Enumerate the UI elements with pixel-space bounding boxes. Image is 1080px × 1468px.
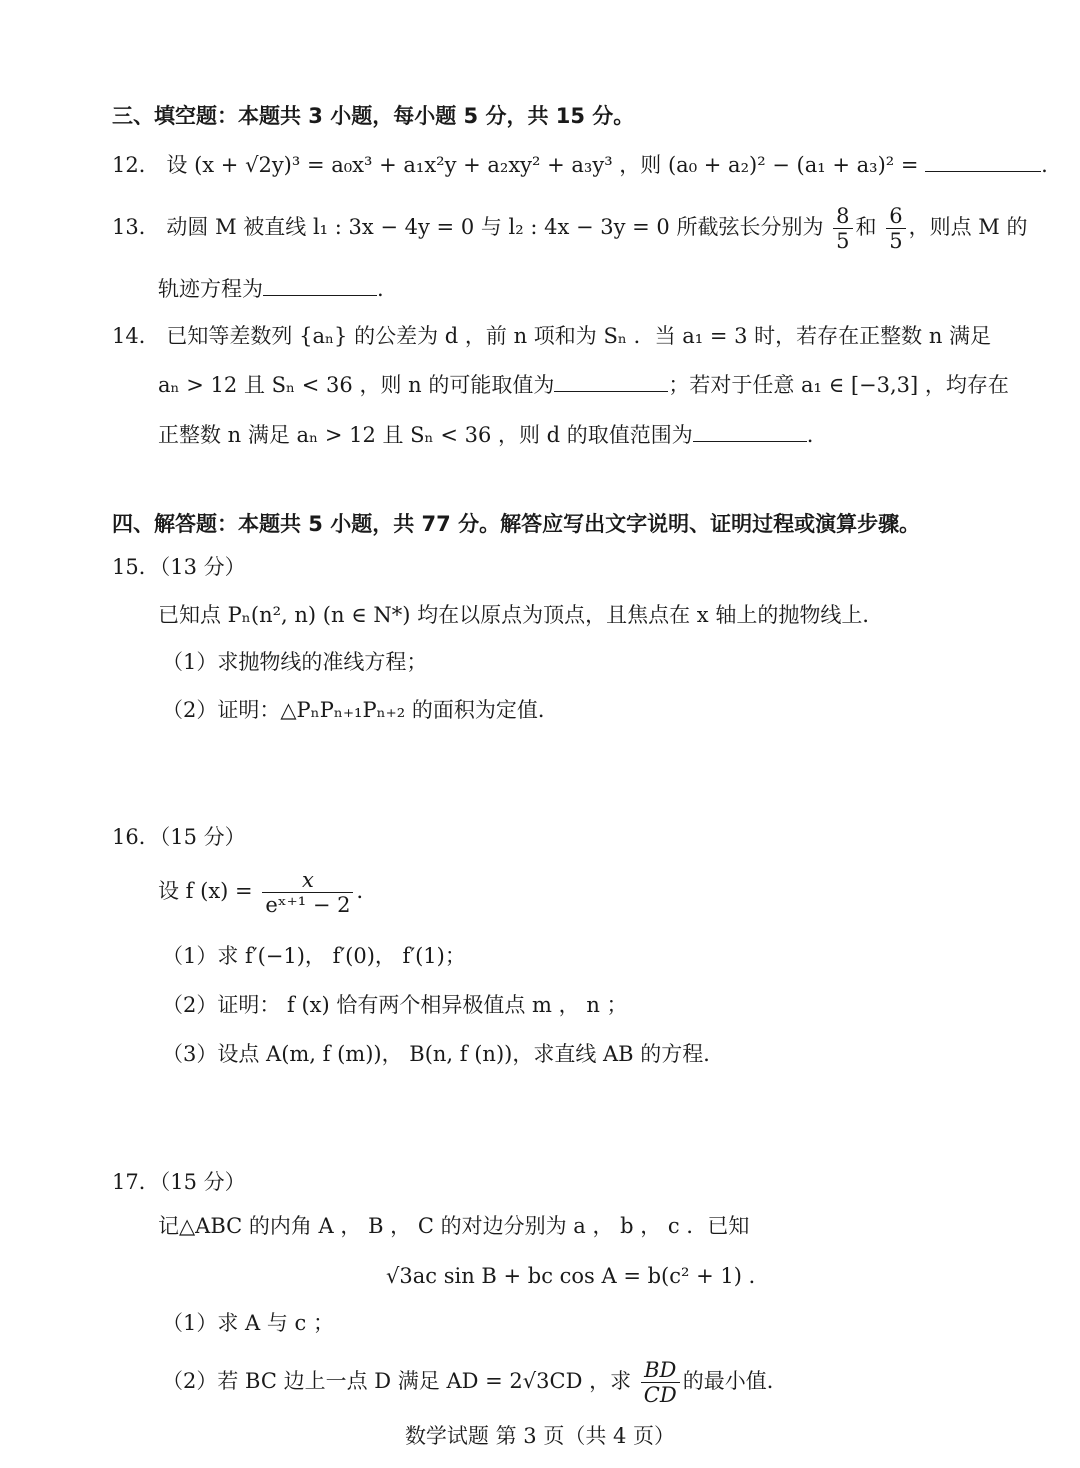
answer-blank <box>263 294 377 296</box>
fraction-numerator: 8 <box>833 204 852 229</box>
question-end: . <box>1041 153 1048 177</box>
fraction-numerator: x <box>262 868 353 893</box>
question-number: 12． <box>112 153 160 177</box>
answer-blank <box>925 170 1041 172</box>
question-text: aₙ > 12 且 Sₙ < 36 ，则 n 的可能取值为 <box>158 373 555 397</box>
question-14-line-3 <box>158 423 813 448</box>
fraction-bd-cd <box>641 1358 680 1407</box>
question-17-part-2 <box>162 1358 788 1407</box>
question-15-part-2: （2）证明：△PₙPₙ₊₁Pₙ₊₂ 的面积为定值． <box>162 698 559 722</box>
question-16-stem <box>158 868 377 917</box>
question-number: 13． <box>112 215 160 240</box>
question-end: . <box>377 277 384 301</box>
fraction-numerator: 6 <box>886 204 905 229</box>
question-17-part-1: （1）求 A 与 c ； <box>162 1311 334 1335</box>
connector-text: 和 <box>855 215 877 240</box>
question-15-stem: 已知点 Pₙ(n², n) (n ∈ N*) 均在以原点为顶点，且焦点在 x 轴上的抛物线上． <box>158 603 884 627</box>
answer-blank <box>693 440 807 442</box>
question-text: 已知等差数列 {aₙ} 的公差为 d ，前 n 项和为 Sₙ ．当 a₁ = 3 时，若存在正整数 n 满足 <box>166 324 992 348</box>
fraction-denominator: 5 <box>889 229 903 254</box>
question-12 <box>112 153 1048 178</box>
question-15-part-1: （1）求抛物线的准线方程； <box>162 650 428 674</box>
question-text: ；若对于任意 a₁ ∈ [−3,3] ，均存在 <box>668 373 1009 397</box>
question-16-part-3: （3）设点 A(m, f (m))， B(n, f (n))，求直线 AB 的方程． <box>162 1042 725 1066</box>
question-text: 动圆 M 被直线 l₁ : 3x − 4y = 0 与 l₂ : 4x − 3y = 0 所截弦长分别为 <box>166 215 824 240</box>
question-13-line-2 <box>158 277 384 302</box>
section-4-header: 四、解答题：本题共 5 小题，共 77 分。解答应写出文字说明、证明过程或演算步骤。 <box>112 512 921 536</box>
question-text-end: 的最小值． <box>682 1369 788 1394</box>
fraction-8-5 <box>833 204 852 253</box>
fraction-numerator: BD <box>641 1358 680 1383</box>
answer-blank <box>554 390 668 392</box>
question-text: 正整数 n 满足 aₙ > 12 且 Sₙ < 36 ，则 d 的取值范围为 <box>158 423 693 447</box>
fraction-f-definition <box>262 868 353 917</box>
fraction-6-5 <box>886 204 905 253</box>
question-text: 设 f (x) = <box>158 879 253 904</box>
question-14 <box>112 324 991 349</box>
question-17-stem: 记△ABC 的内角 A ， B ， C 的对边分别为 a ， b ， c ．已知 <box>158 1214 750 1238</box>
question-15-number: 15．（13 分） <box>112 555 246 579</box>
question-17-equation: √3ac sin B + bc cos A = b(c² + 1) ． <box>386 1264 770 1288</box>
question-text-end: ，则点 M 的 <box>908 215 1028 240</box>
question-text: 轨迹方程为 <box>158 277 263 301</box>
question-16-part-1: （1）求 f′(−1)， f′(0)， f′(1)； <box>162 944 466 968</box>
question-end: . <box>806 423 814 447</box>
question-16-number: 16．（15 分） <box>112 825 246 849</box>
question-number: 14． <box>112 324 160 348</box>
question-14-line-2 <box>158 373 1009 398</box>
question-16-part-2: （2）证明： f (x) 恰有两个相异极值点 m ， n ； <box>162 993 628 1017</box>
question-text: （2）若 BC 边上一点 D 满足 AD = 2√3CD ，求 <box>162 1369 632 1394</box>
question-text: 设 (x + √2y)³ = a₀x³ + a₁x²y + a₂xy² + a₃y³ ，则 (a₀ + a₂)² − (a₁ + a₃)² = <box>166 153 919 177</box>
page-footer: 数学试题 第 3 页（共 4 页） <box>404 1424 676 1448</box>
fraction-denominator: eˣ⁺¹ − 2 <box>265 893 351 918</box>
fraction-denominator: CD <box>643 1383 677 1408</box>
question-17-number: 17．（15 分） <box>112 1170 246 1194</box>
question-13 <box>112 204 1027 253</box>
section-3-header: 三、填空题：本题共 3 小题，每小题 5 分，共 15 分。 <box>112 104 635 128</box>
fraction-denominator: 5 <box>836 229 850 254</box>
question-text-end: ． <box>356 879 378 904</box>
